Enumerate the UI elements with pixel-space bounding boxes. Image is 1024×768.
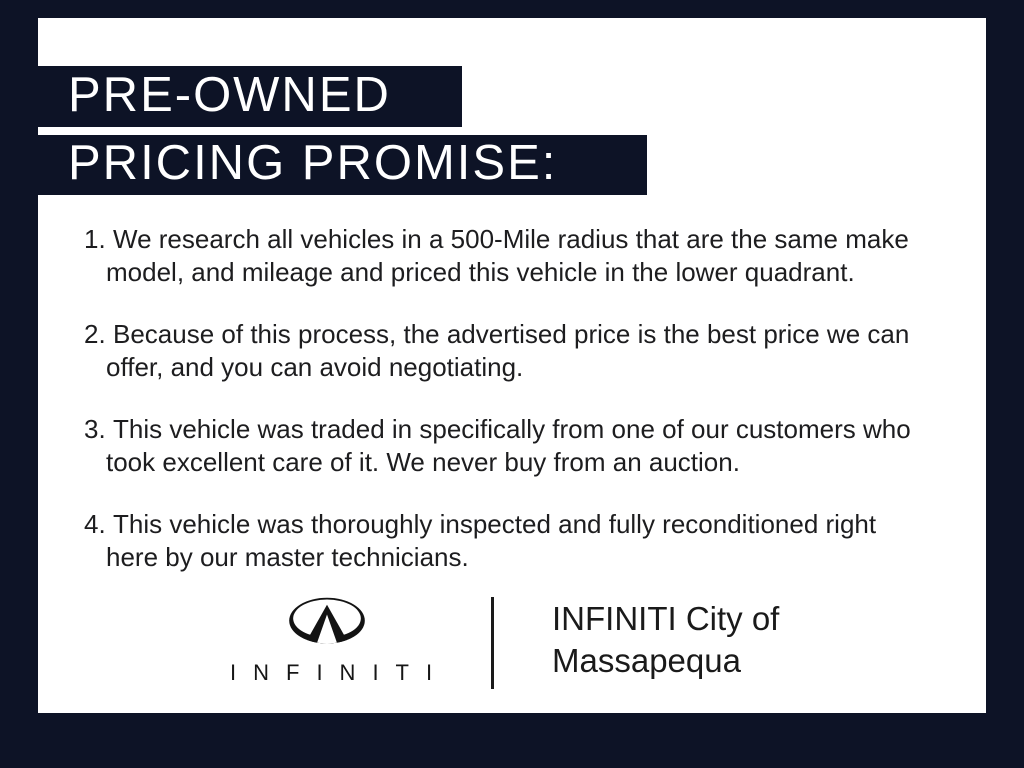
promise-text-line-2: took excellent care of it. We never buy from an auction. (106, 447, 740, 477)
promise-text-line-1: This vehicle was thoroughly inspected and fully reconditioned right (113, 509, 877, 539)
promise-text-line-1: This vehicle was traded in specifically from one of our customers who (113, 414, 911, 444)
promise-text (106, 223, 909, 289)
promise-item-1 (84, 223, 964, 289)
infiniti-emblem-icon (283, 596, 371, 647)
promise-item-2 (84, 318, 964, 384)
dealer-name (552, 598, 779, 682)
promise-number: 3. (84, 414, 106, 444)
headline-line-1: PRE-OWNED (68, 67, 391, 122)
promise-text-line-2: model, and mileage and priced this vehicle in the lower quadrant. (106, 257, 855, 287)
promise-text (106, 508, 877, 574)
promise-text-line-1: We research all vehicles in a 500-Mile radius that are the same make (113, 224, 909, 254)
headline-banner-pricing-promise (0, 135, 647, 195)
promise-list (84, 223, 964, 603)
promise-number: 2. (84, 319, 106, 349)
headline-line-2: PRICING PROMISE: (68, 136, 558, 190)
promise-item-4 (84, 508, 964, 574)
infiniti-wordmark: INFINITI (230, 660, 450, 685)
promise-item-3 (84, 413, 964, 479)
dealer-name-line-1: INFINITI City of (552, 600, 780, 637)
promise-text (106, 318, 910, 384)
promise-text-line-1: Because of this process, the advertised price is the best price we can (113, 319, 910, 349)
dealer-name-line-2: Massapequa (552, 642, 741, 679)
promise-number: 1. (84, 224, 106, 254)
promise-text-line-2: offer, and you can avoid negotiating. (106, 352, 524, 382)
promise-text-line-2: here by our master technicians. (106, 542, 469, 572)
promise-number: 4. (84, 509, 106, 539)
vertical-divider (491, 597, 494, 689)
headline-banner-pre-owned (0, 66, 462, 127)
promise-text (106, 413, 911, 479)
